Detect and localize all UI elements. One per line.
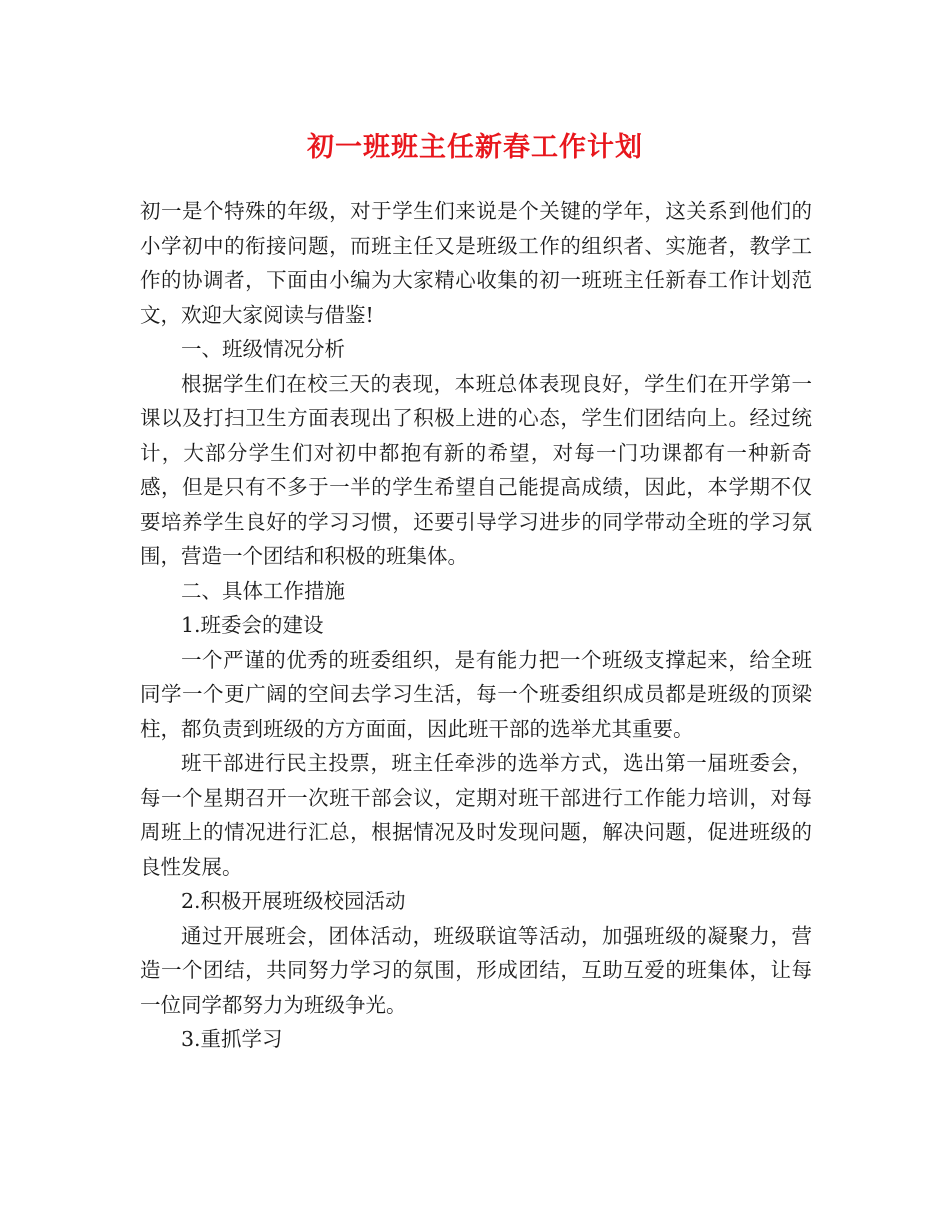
paragraph-class-analysis: 根据学生们在校三天的表现，本班总体表现良好，学生们在开学第一课以及打扫卫生方面表现出了积极上进的心态，学生们团结向上。经过统计，大部分学生们对初中都抱有新的希望，对每一门功课都有一种新奇感，但是只有不多于一半的学生希望自己能提高成绩，因此，本学期不仅要培养学生良好的学习习惯，还要引导学习进步的同学带动全班的学习氛围，营造一个团结和积极的班集体。 <box>140 371 812 568</box>
paragraph-class-committee: 一个严谨的优秀的班委组织，是有能力把一个班级支撑起来，给全班同学一个更广阔的空间去学习生活，每一个班委组织成员都是班级的顶梁柱，都负责到班级的方方面面，因此班干部的选举尤其重要。 <box>140 647 812 741</box>
section-heading-class-analysis: 一、班级情况分析 <box>181 337 345 361</box>
document-body <box>140 194 812 1057</box>
paragraph-intro: 初一是个特殊的年级，对于学生们来说是个关键的学年，这关系到他们的小学初中的衔接问题，而班主任又是班级工作的组织者、实施者，教学工作的协调者，下面由小编为大家精心收集的初一班班主任新春工作计划范文，欢迎大家阅读与借鉴! <box>140 199 812 327</box>
document-title: 初一班班主任新春工作计划 <box>307 132 643 163</box>
subheading-study-focus: 3.重抓学习 <box>181 1027 283 1051</box>
paragraph-campus-activities: 通过开展班会，团体活动，班级联谊等活动，加强班级的凝聚力，营造一个团结，共同努力学习的氛围，形成团结，互助互爱的班集体，让每一位同学都努力为班级争光。 <box>140 923 812 1017</box>
paragraph-class-cadre-election: 班干部进行民主投票，班主任牵涉的选举方式，选出第一届班委会，每一个星期召开一次班干部会议，定期对班干部进行工作能力培训，对每周班上的情况进行汇总，根据情况及时发现问题，解决问题，促进班级的良性发展。 <box>140 751 812 879</box>
section-heading-work-measures: 二、具体工作措施 <box>181 578 345 603</box>
subheading-class-committee: 1.班委会的建设 <box>181 613 324 637</box>
subheading-campus-activities: 2.积极开展班级校园活动 <box>181 889 406 913</box>
